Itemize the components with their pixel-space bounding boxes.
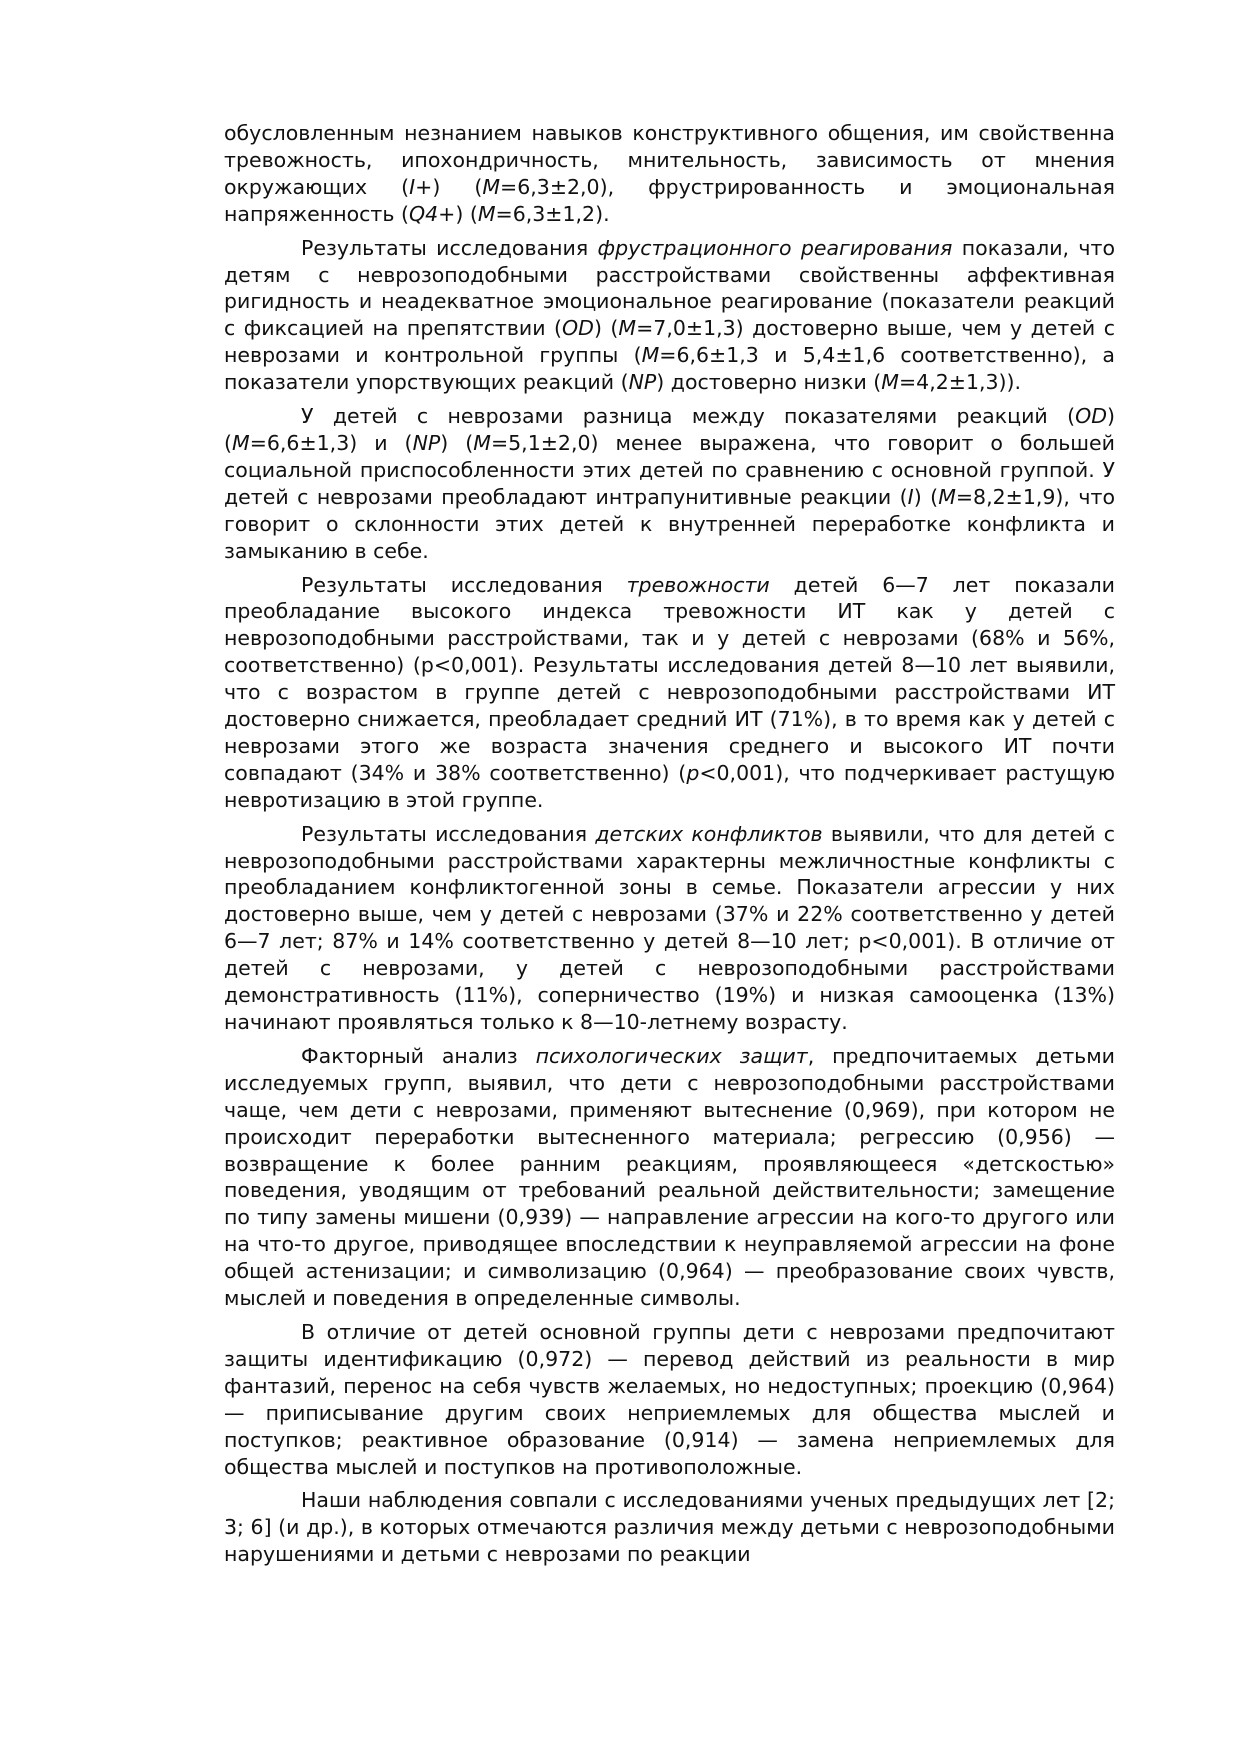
italic-text: OD [1075, 404, 1107, 429]
text-run: ) ( [224, 404, 1115, 455]
italic-text: OD [562, 316, 594, 341]
italic-text: M [477, 201, 496, 226]
text-run: =6,3±1,2). [495, 201, 610, 226]
text-run: Результаты исследования [301, 821, 596, 846]
italic-text: M [618, 316, 637, 341]
italic-text: p [686, 760, 700, 785]
paragraph-1 [224, 120, 1115, 228]
italic-text: I+ [409, 174, 433, 199]
italic-text: NP [412, 430, 441, 455]
text-run: Результаты исследования [301, 572, 627, 597]
text-run: =5,1±2,0) менее выражена, что говорит о большей социальной приспособленности этих детей по сравнению с основной группой. У детей с неврозами преобладают интрапунитивные реакции ( [224, 430, 1115, 509]
italic-text: тревожности [626, 572, 770, 597]
text-run: ) ( [440, 430, 474, 455]
italic-text: M [641, 343, 660, 368]
document-page [224, 120, 1115, 1575]
text-run: ) ( [913, 484, 939, 509]
paragraph-2 [224, 235, 1115, 396]
italic-text: M [881, 370, 899, 395]
italic-text: M [938, 484, 956, 509]
italic-text: детских конфликтов [595, 821, 823, 846]
text-run: ) ( [432, 174, 483, 199]
paragraph-5 [224, 821, 1115, 1036]
text-run: детей 6—7 лет показали преобладание высокого индекса тревожности ИТ как у детей с неврозоподобными расстройствами, так и у детей с неврозами (68% и 56%, соответственно) (p<0,001). Результаты исследования детей 8—10 лет выявили, что с возрастом в группе детей с неврозоподобными расстройствами ИТ достоверно снижается, преобладает средний ИТ (71%), в то время как у детей с неврозами этого же возраста значения среднего и высокого ИТ почти совпадают (34% и 38% соответственно) ( [224, 572, 1115, 785]
text-run: Наши наблюдения совпали с исследованиями ученых предыдущих лет [2; 3; 6] (и др.), в которых отмечаются различия между детьми с неврозоподобными нарушениями и детьми с неврозами по реакции [224, 1488, 1115, 1567]
italic-text: M [473, 430, 491, 455]
italic-text: NP [628, 370, 657, 395]
text-run: В отличие от детей основной группы дети с неврозами предпочитают защиты идентификацию (0,972) — перевод действий из реальности в мир фантазий, перенос на себя чувств желаемых, но недоступных; проекцию (0,964) — приписывание другим своих неприемлемых для общества мыслей и поступков; реактивное образование (0,914) — замена неприемлемых для общества мыслей и поступков на противоположные. [224, 1319, 1115, 1479]
text-run: , предпочитаемых детьми исследуемых групп, выявил, что дети с неврозоподобными расстройствами чаще, чем дети с неврозами, применяют вытеснение (0,969), при котором не происходит переработки вытесненного материала; регрессию (0,956) — возвращение к более ранним реакциям, проявляющееся «детскостью» поведения, уводящим от требований реальной действительности; замещение по типу замены мишени (0,939) — направление агрессии на кого-то другого или на что-то другое, приводящее впоследствии к неуправляемой агрессии на фоне общей астенизации; и символизацию (0,964) — преобразование своих чувств, мыслей и поведения в определенные символы. [224, 1043, 1115, 1311]
text-run: обусловленным незнанием навыков конструктивного общения, им свойственна тревожность, ипохондричность, мнительность, зависимость от мнения окружающих ( [224, 121, 1115, 199]
text-run: =4,2±1,3)). [898, 370, 1022, 395]
text-run: =6,6±1,3 и 5,4±1,6 соответственно), а показатели упорствующих реакций ( [224, 343, 1115, 395]
paragraph-6 [224, 1043, 1115, 1312]
paragraph-3 [224, 403, 1115, 564]
text-run: выявили, что для детей с неврозоподобными расстройствами характерны межличностные конфликты с преобладанием конфликтогенной зоны в семье. Показатели агрессии у них достоверно выше, чем у детей с неврозами (37% и 22% соответственно у детей 6—7 лет; 87% и 14% соответственно у детей 8—10 лет; p<0,001). В отличие от детей с неврозами, у детей с неврозоподобными расстройствами демонстративность (11%), соперничество (19%) и низкая самооценка (13%) начинают проявляться только к 8—10-летнему возрасту. [224, 821, 1115, 1034]
text-run: У детей с неврозами разница между показателями реакций ( [301, 404, 1076, 429]
paragraph-7 [224, 1319, 1115, 1480]
text-run: ) достоверно низки ( [656, 370, 882, 395]
text-run: Факторный анализ [301, 1043, 536, 1068]
italic-text: M [232, 430, 250, 455]
text-run: Результаты исследования [301, 235, 598, 260]
italic-text: I [907, 484, 914, 509]
text-run: ) ( [455, 201, 478, 226]
italic-text: M [482, 174, 501, 199]
text-run: =6,3±2,0), фрустрированность и эмоциональная напряженность ( [224, 174, 1116, 226]
paragraph-4 [224, 572, 1115, 814]
text-run: показали, что детям с неврозоподобными расстройствами свойственны аффективная ригидность и неадекватное эмоциональное реагирование (показатели реакций с фиксацией на препятствии ( [224, 235, 1115, 341]
italic-text: Q4+ [408, 201, 456, 226]
text-run: ) ( [593, 316, 619, 341]
text-run: <0,001), что подчеркивает растущую невротизацию в этой группе. [224, 760, 1116, 812]
text-run: =6,6±1,3) и ( [249, 430, 413, 455]
italic-text: психологических защит [535, 1043, 808, 1068]
italic-text: фрустрационного реагирования [597, 235, 953, 260]
text-run: =8,2±1,9), что говорит о склонности этих детей к внутренней переработке конфликта и замыканию в себе. [224, 484, 1116, 563]
paragraph-8 [224, 1487, 1115, 1568]
text-run: =7,0±1,3) достоверно выше, чем у детей с неврозами и контрольной группы ( [224, 316, 1115, 368]
